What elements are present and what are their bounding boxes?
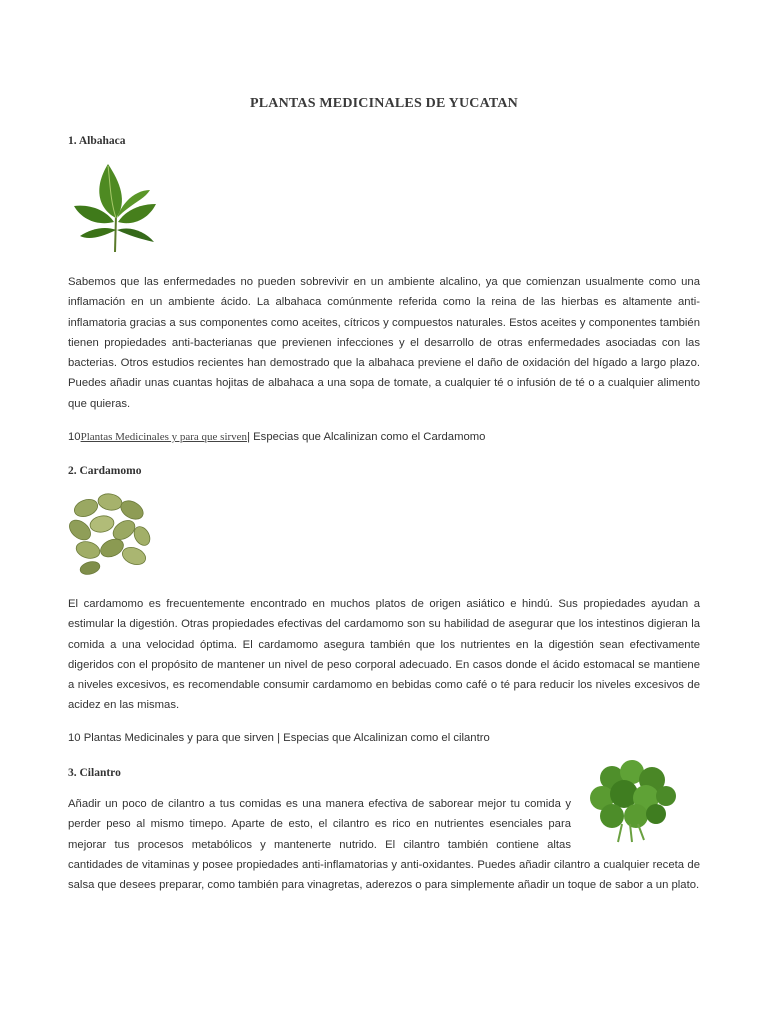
paragraph-line: estimular la digestión. Otras propiedades efectivas del cardamomo son su habilidad de asegurar que los intestinos digieran la (68, 618, 700, 631)
link-prefix: 10 (68, 431, 81, 443)
section-heading-albahaca: 1. Albahaca (68, 135, 126, 147)
paragraph-line: tienen propiedades anti-bacterianas que previenen infecciones y el desarrollo de otras enfermedades asociadas con las (68, 336, 700, 349)
plantas-medicinales-link[interactable]: Plantas Medicinales y para que sirven (80, 431, 248, 443)
paragraph-line: Añadir un poco de cilantro a tus comidas es una manera efectiva de saborear mejor tu comida y (68, 798, 571, 810)
paragraph-line: acidez en las mismas. (68, 699, 180, 712)
cardamomo-paragraph (68, 594, 700, 716)
cilantro-paragraph-full (68, 855, 700, 896)
paragraph-line: comida a una velocidad óptima. El cardamomo asegura también que los nutrientes en la digestión sean efectivamente (68, 638, 700, 651)
paragraph-line: Sabemos que las enfermedades no pueden sobrevivir en un ambiente alcalino, ya que comienzan usualmente como una (68, 276, 700, 288)
related-link-line (68, 431, 485, 443)
paragraph-line: que quieras. (68, 397, 131, 410)
paragraph-line: El cardamomo es frecuentemente encontrado en muchos platos de origen asiático e hindú. Sus propiedades ayudan a (68, 598, 700, 610)
paragraph-line: digeridos con el propósito de mantener un nivel de peso corporal adecuado. En casos donde el ácido estomacal se mantiene (68, 658, 700, 671)
paragraph-line: inflamatoria gracias a sus componentes como aceites, cítricos y compuestos naturales. Estos aceites y componentes también (68, 316, 700, 329)
paragraph-line: mejorar tus procesos metabólicos y mantenerte nutrido. El cilantro también contiene altas (68, 838, 571, 851)
page-title: PLANTAS MEDICINALES DE YUCATAN (249, 96, 518, 111)
paragraph-line: bacterias. Otros estudios recientes han demostrado que la albahaca previene el daño de oxidación del hígado a largo plazo. (68, 357, 700, 370)
paragraph-line: Puedes añadir unas cuantas hojitas de albahaca a una sopa de tomate, a cualquier té o infusión de té o a cualquier alimento (68, 377, 700, 390)
section-heading-cardamomo: 2. Cardamomo (68, 465, 142, 477)
paragraph-line: inflamación en un ambiente ácido. La albahaca comúnmente referida como la reina de las hierbas es altamente anti- (68, 296, 700, 309)
paragraph-line: perder peso al mismo timepo. Aparte de esto, el cilantro es rico en nutrientes esenciales para (68, 818, 571, 831)
paragraph-line: a niveles excesivos, es recomendable consumir cardamomo en bebidas como café o té para reducir los niveles excesivos de (68, 679, 700, 692)
basil-leaves-image (70, 160, 160, 254)
related-text-line: 10 Plantas Medicinales y para que sirven | Especias que Alcalinizan como el cilantro (68, 732, 490, 744)
cilantro-paragraph-narrow (68, 794, 571, 855)
link-suffix: | Especias que Alcalinizan como el Cardamomo (247, 431, 486, 443)
albahaca-paragraph (68, 272, 700, 414)
section-heading-cilantro: 3. Cilantro (68, 767, 121, 779)
paragraph-line: cantidades de vitaminas y posee propiedades anti-inflamatorias y anti-oxidantes. Puedes añadir cilantro a cualquier receta de (68, 859, 700, 871)
cardamom-pods-image (66, 490, 152, 576)
paragraph-line: salsa que desees preparar, como también para vinagretas, aderezos o para simplemente añadir un toque de sabor a un plato. (68, 879, 700, 892)
cilantro-bunch-image (582, 758, 678, 844)
